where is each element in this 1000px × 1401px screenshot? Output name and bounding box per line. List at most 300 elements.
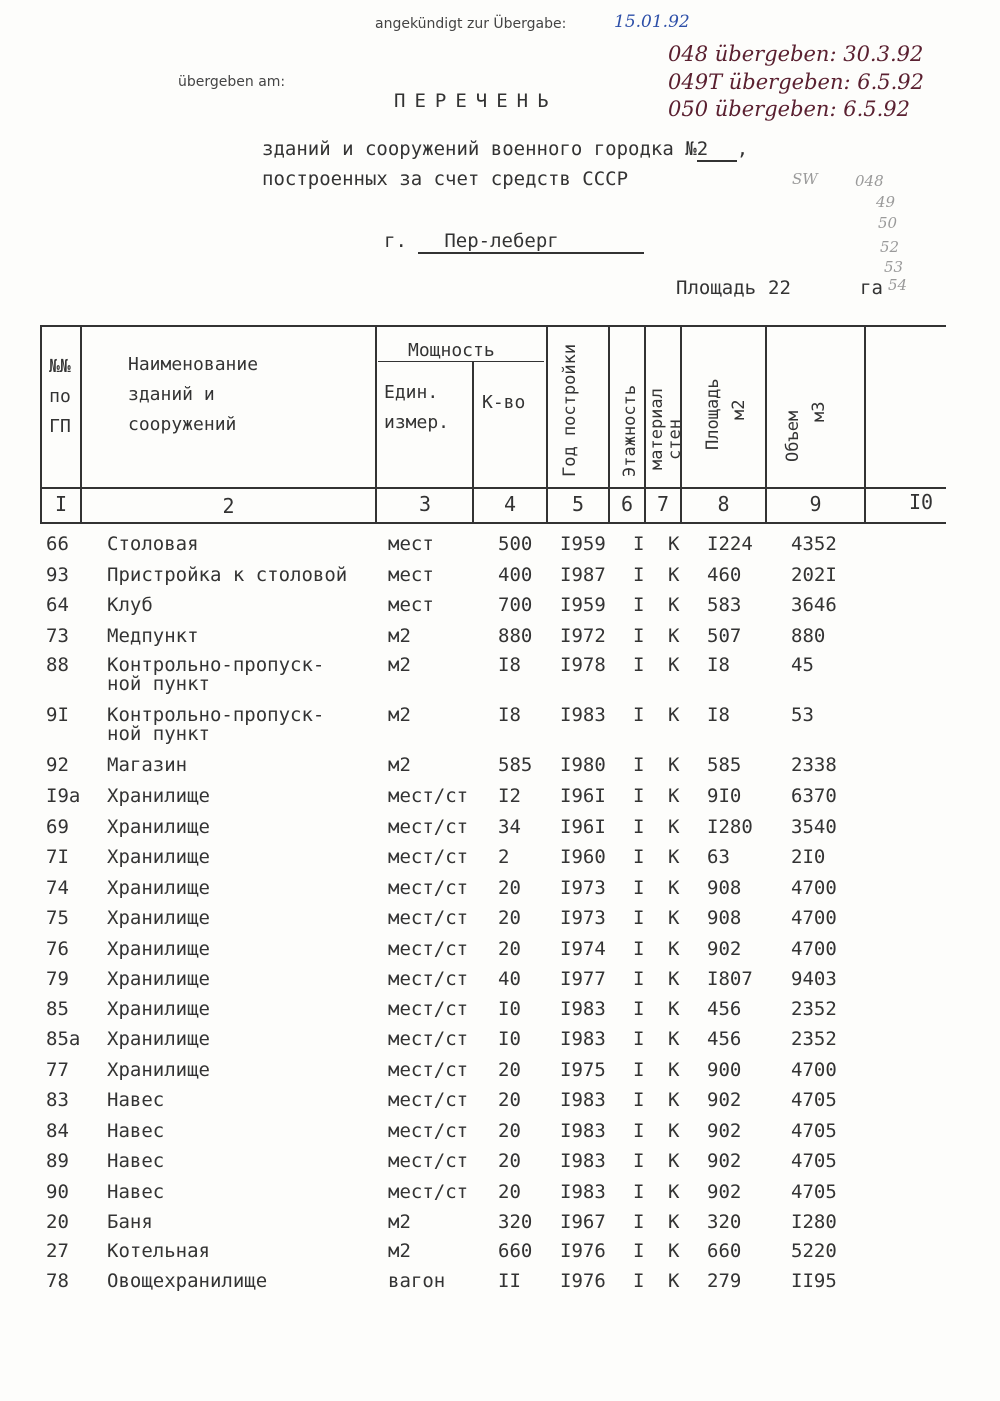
city-name: Пер-леберг [418,230,644,254]
cell-qty: 20 [498,1181,521,1203]
header-text: измер. [384,412,450,433]
table-row [0,1213,1000,1243]
heading-line-1-prefix: зданий и сооружений военного городка № [262,138,697,160]
cell-floors: I [633,654,645,676]
column-number: 2 [222,494,235,518]
cell-name: Клуб [107,594,153,616]
cell-no: 92 [46,754,69,776]
cell-vol: 4700 [791,1059,837,1081]
cell-name: Хранилище [107,907,210,929]
cell-vol: 2338 [791,754,837,776]
area-label: Площадь [676,277,757,299]
cell-unit: мест/ст [388,998,469,1020]
cell-vol: 202I [791,564,837,586]
cell-no: 78 [46,1270,69,1292]
cell-mat: К [668,625,680,647]
announced-label: angekündigt zur Übergabe: [375,16,567,32]
table-row [0,596,1000,626]
cell-no: 73 [46,625,69,647]
cell-floors: I [633,1089,645,1111]
cell-no: 89 [46,1150,69,1172]
header-text: Площадь [703,378,723,450]
cell-unit: м2 [388,754,411,776]
cell-qty: I8 [498,704,521,726]
cell-mat: К [668,1240,680,1262]
cell-mat: К [668,938,680,960]
table-row [0,879,1000,909]
cell-no: 76 [46,938,69,960]
cell-name: Хранилище [107,877,210,899]
cell-unit: м2 [388,654,411,676]
cell-area: 902 [707,1181,742,1203]
cell-name: Контрольно-пропуск- ной пункт [107,654,325,695]
cell-name: Навес [107,1120,165,1142]
column-number: I0 [908,490,934,514]
cell-floors: I [633,907,645,929]
cell-unit: мест/ст [388,968,469,990]
cell-mat: К [668,533,680,555]
cell-qty: 20 [498,1059,521,1081]
header-volume-col [780,402,832,462]
cell-area: 908 [707,877,742,899]
table-top-border [40,325,946,327]
announced-date: 15.01.92 [614,12,690,32]
cell-name: Хранилище [107,938,210,960]
table-row [0,787,1000,817]
header-text: Един. [384,382,439,403]
cell-no: 20 [46,1211,69,1233]
cell-qty: 500 [498,533,533,555]
cell-name: Магазин [107,754,188,776]
pencil-sw: SW [792,170,818,188]
cell-area: 902 [707,1120,742,1142]
header-name-col [128,350,258,440]
header-unit-col [384,378,449,438]
pencil-number: 50 [878,214,898,232]
cell-mat: К [668,564,680,586]
cell-no: 90 [46,1181,69,1203]
cell-no: 27 [46,1240,69,1262]
table-row [0,1030,1000,1060]
cell-mat: К [668,1028,680,1050]
cell-name: Хранилище [107,846,210,868]
column-number: 8 [717,492,730,516]
pencil-number: 52 [880,238,900,256]
cell-vol: 6370 [791,785,837,807]
header-text: Наименование [128,354,259,375]
cell-no: 79 [46,968,69,990]
cell-qty: 20 [498,877,521,899]
cell-no: 66 [46,533,69,555]
cell-name: Контрольно-пропуск- ной пункт [107,704,325,745]
cell-qty: 700 [498,594,533,616]
cell-unit: мест/ст [388,785,469,807]
cell-no: 84 [46,1120,69,1142]
cell-year: I983 [560,704,606,726]
cell-name: Столовая [107,533,199,555]
cell-qty: 880 [498,625,533,647]
header-capacity: Мощность [408,340,495,361]
cell-year: I976 [560,1270,606,1292]
cell-year: I975 [560,1059,606,1081]
cell-qty: 320 [498,1211,533,1233]
cell-floors: I [633,968,645,990]
cell-name: Овощехранилище [107,1270,268,1292]
table-row [0,704,1000,745]
garrison-number: 2 [697,138,737,162]
cell-year: I983 [560,1181,606,1203]
table-row [0,1091,1000,1121]
table-row [0,909,1000,939]
table-row [0,627,1000,657]
cell-mat: К [668,877,680,899]
cell-vol: 2352 [791,1028,837,1050]
cell-name: Хранилище [107,1028,210,1050]
cell-qty: 20 [498,1089,521,1111]
cell-unit: мест [388,533,434,555]
cell-floors: I [633,785,645,807]
cell-area: 902 [707,1089,742,1111]
cell-year: I983 [560,1028,606,1050]
city-prefix: г. [384,230,407,252]
cell-no: 83 [46,1089,69,1111]
cell-unit: мест/ст [388,846,469,868]
document-title: ПЕРЕЧЕНЬ [394,90,558,112]
cell-vol: 9403 [791,968,837,990]
cell-mat: К [668,1211,680,1233]
cell-floors: I [633,877,645,899]
cell-vol: 880 [791,625,826,647]
header-year-col: Год постройки [560,343,580,477]
cell-mat: К [668,1120,680,1142]
cell-floors: I [633,1120,645,1142]
header-text: зданий и [128,384,215,405]
cell-vol: 2I0 [791,846,826,868]
cell-area: 507 [707,625,742,647]
cell-no: 75 [46,907,69,929]
header-area-col [700,378,752,450]
cell-year: I978 [560,654,606,676]
cell-floors: I [633,1240,645,1262]
cell-unit: мест/ст [388,1120,469,1142]
cell-qty: 40 [498,968,521,990]
header-qty-col: К-во [482,392,526,413]
cell-unit: мест/ст [388,1150,469,1172]
cell-qty: I2 [498,785,521,807]
city-line [384,230,644,254]
cell-year: I967 [560,1211,606,1233]
cell-unit: мест [388,564,434,586]
cell-name: Хранилище [107,1059,210,1081]
cell-floors: I [633,816,645,838]
cell-unit: м2 [388,1240,411,1262]
cell-area: 900 [707,1059,742,1081]
cell-mat: К [668,1181,680,1203]
cell-area: I280 [707,816,753,838]
cell-vol: 4705 [791,1089,837,1111]
table-colnum-divider [40,522,946,524]
cell-qty: I8 [498,654,521,676]
cell-vol: 4700 [791,907,837,929]
cell-year: I976 [560,1240,606,1262]
table-row [0,940,1000,970]
cell-floors: I [633,1150,645,1172]
cell-name: Хранилище [107,998,210,1020]
cell-area: 902 [707,938,742,960]
cell-name: Хранилище [107,816,210,838]
heading-line-2: построенных за счет средств СССР [262,168,629,190]
header-text: сооружений [128,414,237,435]
cell-unit: м2 [388,1211,411,1233]
cell-no: 9I [46,704,69,726]
cell-name: Пристройка к столовой [107,564,348,586]
cell-unit: мест/ст [388,907,469,929]
cell-area: 320 [707,1211,742,1233]
table-row [0,1242,1000,1272]
column-number: 5 [571,492,585,516]
cell-qty: 660 [498,1240,533,1262]
cell-unit: мест/ст [388,938,469,960]
table-row [0,756,1000,786]
cell-vol: 5220 [791,1240,837,1262]
cell-year: I983 [560,998,606,1020]
cell-area: 63 [707,846,730,868]
cell-unit: мест/ст [388,877,469,899]
cell-mat: К [668,654,680,676]
cell-year: I973 [560,877,606,899]
cell-year: I980 [560,754,606,776]
cell-year: I987 [560,564,606,586]
cell-floors: I [633,625,645,647]
cell-floors: I [633,1211,645,1233]
cell-mat: К [668,785,680,807]
cell-qty: II [498,1270,521,1292]
table-row [0,1183,1000,1213]
cell-vol: 53 [791,704,814,726]
handwritten-note-1: 048 übergeben: 30.3.92 [668,42,924,66]
cell-floors: I [633,704,645,726]
cell-area: 902 [707,1150,742,1172]
cell-qty: 20 [498,938,521,960]
cell-year: I983 [560,1089,606,1111]
cell-floors: I [633,754,645,776]
cell-unit: мест/ст [388,1181,469,1203]
header-text: по [49,386,71,407]
cell-year: I96I [560,816,606,838]
cell-name: Навес [107,1089,165,1111]
cell-no: 77 [46,1059,69,1081]
header-text: ГП [49,416,71,437]
cell-mat: К [668,846,680,868]
cell-name: Медпункт [107,625,199,647]
cell-vol: 4705 [791,1150,837,1172]
header-text: Объем [783,410,803,462]
cell-name: Навес [107,1181,165,1203]
cell-floors: I [633,1181,645,1203]
cell-floors: I [633,594,645,616]
cell-no: 69 [46,816,69,838]
cell-mat: К [668,1059,680,1081]
cell-vol: 4700 [791,938,837,960]
cell-no: 7I [46,846,69,868]
cell-area: I224 [707,533,753,555]
cell-area: 460 [707,564,742,586]
cell-unit: мест/ст [388,816,469,838]
pencil-number: 54 [888,276,908,294]
cell-floors: I [633,938,645,960]
cell-year: I959 [560,594,606,616]
cell-area: 279 [707,1270,742,1292]
cell-area: 9I0 [707,785,742,807]
table-row [0,1272,1000,1302]
table-row [0,1061,1000,1091]
cell-unit: м2 [388,625,411,647]
cell-qty: 34 [498,816,521,838]
cell-mat: К [668,907,680,929]
table-row [0,1000,1000,1030]
cell-unit: мест/ст [388,1059,469,1081]
cell-floors: I [633,533,645,555]
cell-no: 88 [46,654,69,676]
column-number: 4 [503,492,517,516]
cell-unit: м2 [388,704,411,726]
heading-line-1-suffix: , [736,138,749,160]
header-text: м3 [809,401,829,422]
cell-qty: 20 [498,1150,521,1172]
header-floors-col: Этажность [620,384,640,477]
table-row [0,970,1000,1000]
table-row [0,1152,1000,1182]
handwritten-note-3: 050 übergeben: 6.5.92 [668,97,911,121]
table-row [0,818,1000,848]
cell-qty: I0 [498,1028,521,1050]
cell-vol: 4705 [791,1120,837,1142]
cell-floors: I [633,846,645,868]
header-material-col [648,388,684,470]
cell-qty: 400 [498,564,533,586]
header-text: материал [647,388,667,470]
cell-year: I983 [560,1150,606,1172]
cell-name: Навес [107,1150,165,1172]
cell-floors: I [633,998,645,1020]
cell-unit: мест/ст [388,1089,469,1111]
column-number: 6 [620,492,634,516]
table-header-divider [40,487,946,489]
cell-vol: I280 [791,1211,837,1233]
cell-qty: 2 [498,846,510,868]
pencil-number: 048 [855,172,884,190]
cell-area: 456 [707,998,742,1020]
cell-mat: К [668,754,680,776]
cell-year: I977 [560,968,606,990]
cell-area: 908 [707,907,742,929]
cell-mat: К [668,998,680,1020]
cell-name: Котельная [107,1240,210,1262]
header-text: стен [665,419,685,460]
cell-unit: мест/ст [388,1028,469,1050]
cell-year: I959 [560,533,606,555]
cell-vol: 4705 [791,1181,837,1203]
column-number: I [54,492,68,516]
handwritten-note-2: 049T übergeben: 6.5.92 [668,70,925,94]
cell-no: I9а [46,785,81,807]
table-row [0,566,1000,596]
column-number: 9 [809,492,822,516]
cell-year: I983 [560,1120,606,1142]
cell-vol: 4352 [791,533,837,555]
cell-floors: I [633,1059,645,1081]
cell-mat: К [668,1089,680,1111]
cell-area: I8 [707,704,730,726]
cell-vol: 45 [791,654,814,676]
cell-qty: 20 [498,1120,521,1142]
header-text: м2 [729,399,749,420]
cell-floors: I [633,1270,645,1292]
cell-year: I96I [560,785,606,807]
cell-floors: I [633,564,645,586]
cell-no: 85а [46,1028,81,1050]
cell-area: 456 [707,1028,742,1050]
table-row [0,848,1000,878]
cell-vol: 4700 [791,877,837,899]
cell-no: 93 [46,564,69,586]
cell-vol: II95 [791,1270,837,1292]
cell-no: 85 [46,998,69,1020]
cell-name: Баня [107,1211,153,1233]
cell-mat: К [668,1270,680,1292]
cell-floors: I [633,1028,645,1050]
cell-mat: К [668,816,680,838]
cell-mat: К [668,968,680,990]
cell-area: 660 [707,1240,742,1262]
table-row [0,535,1000,565]
pencil-number: 49 [876,193,896,211]
column-number: 7 [656,492,670,516]
area-unit: га [860,277,883,299]
table-row [0,1122,1000,1152]
cell-name: Хранилище [107,968,210,990]
cell-unit: вагон [388,1270,446,1292]
cell-qty: 585 [498,754,533,776]
cell-area: 585 [707,754,742,776]
cell-unit: мест [388,594,434,616]
cell-vol: 3540 [791,816,837,838]
cell-year: I973 [560,907,606,929]
cell-mat: К [668,1150,680,1172]
area-value: 22 [768,277,791,299]
header-number-col [42,352,78,442]
cell-no: 64 [46,594,69,616]
cell-mat: К [668,704,680,726]
pencil-number: 53 [884,258,904,276]
cell-qty: 20 [498,907,521,929]
cell-name: Хранилище [107,785,210,807]
cell-no: 74 [46,877,69,899]
cell-area: 583 [707,594,742,616]
heading-line-1 [262,138,748,162]
cell-area: I807 [707,968,753,990]
cell-year: I960 [560,846,606,868]
table-row [0,654,1000,695]
cell-qty: I0 [498,998,521,1020]
cell-vol: 2352 [791,998,837,1020]
handed-label: übergeben am: [178,74,286,90]
cell-year: I972 [560,625,606,647]
cell-year: I974 [560,938,606,960]
header-text: №№ [49,356,71,377]
cell-vol: 3646 [791,594,837,616]
cell-mat: К [668,594,680,616]
